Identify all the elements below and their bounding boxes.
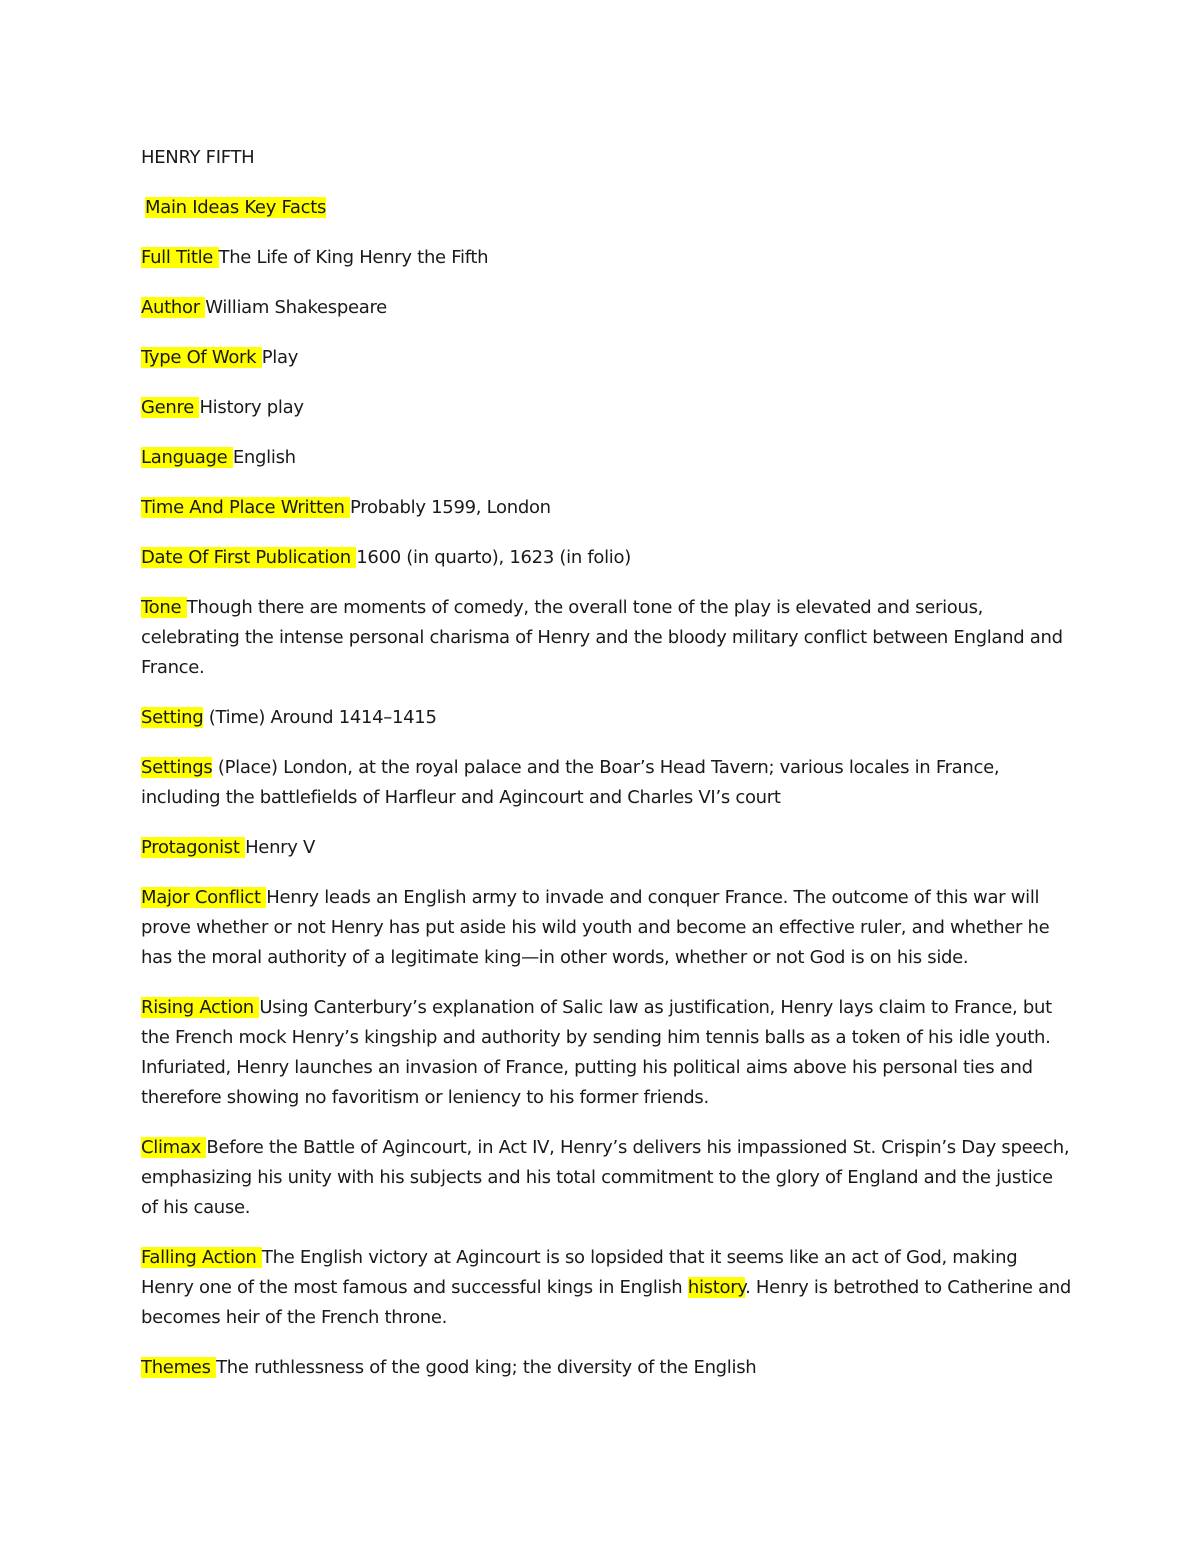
fact-text: Using Canterbury’s explanation of Salic law as justification, Henry lays claim to France, but the French mock Henry’s kingship and authority by sending him tennis balls as a token of his idle youth. Infuriated, Henry launches an invasion of France, putting his political aims above his personal ties and therefore showing no favoritism or leniency to his former friends. bbox=[141, 997, 1052, 1108]
fact-text: Henry leads an English army to invade and conquer France. The outcome of this war will prove whether or not Henry has put aside his wild youth and become an effective ruler, and whether he has the moral authority of a legitimate king—in other words, whether or not God is on his side. bbox=[141, 887, 1050, 968]
fact-text-continued: . Henry is betrothed to Catherine and becomes heir of the French throne. bbox=[141, 1277, 1071, 1328]
fact-type-of-work bbox=[141, 343, 1071, 373]
fact-text: The English victory at Agincourt is so lopsided that it seems like an act of God, making Henry one of the most famous and successful kings in English bbox=[141, 1247, 1018, 1298]
fact-text: Probably 1599, London bbox=[350, 497, 551, 518]
fact-genre bbox=[141, 393, 1071, 423]
fact-author bbox=[141, 293, 1071, 323]
fact-setting-time bbox=[141, 703, 1071, 733]
fact-text: History play bbox=[199, 397, 304, 418]
fact-label: Full Title bbox=[141, 247, 219, 268]
facts-list bbox=[141, 243, 1071, 1383]
fact-falling-action bbox=[141, 1243, 1071, 1333]
fact-protagonist bbox=[141, 833, 1071, 863]
section-subheading bbox=[141, 193, 1071, 223]
fact-climax bbox=[141, 1133, 1071, 1223]
fact-themes bbox=[141, 1353, 1071, 1383]
fact-label: Themes bbox=[141, 1357, 217, 1378]
fact-full-title bbox=[141, 243, 1071, 273]
fact-text: English bbox=[232, 447, 296, 468]
fact-label: Date Of First Publication bbox=[141, 547, 357, 568]
fact-settings-place bbox=[141, 753, 1071, 813]
fact-time-and-place bbox=[141, 493, 1071, 523]
document-title: HENRY FIFTH bbox=[141, 147, 255, 168]
fact-label: Setting bbox=[141, 707, 204, 728]
fact-text: Before the Battle of Agincourt, in Act IV, Henry’s delivers his impassioned St. Crispin’s Day speech, emphasizing his unity with his subjects and his total commitment to the glory of England and the justice of his cause. bbox=[141, 1137, 1070, 1218]
document-page bbox=[141, 143, 1071, 1403]
fact-first-publication bbox=[141, 543, 1071, 573]
fact-text: Play bbox=[261, 347, 299, 368]
fact-text: (Time) Around 1414–1415 bbox=[203, 707, 437, 728]
fact-text: The ruthlessness of the good king; the diversity of the English bbox=[216, 1357, 757, 1378]
fact-text: The Life of King Henry the Fifth bbox=[218, 247, 489, 268]
fact-text: (Place) London, at the royal palace and the Boar’s Head Tavern; various locales in France, including the battlefields of Harfleur and Agincourt and Charles VI’s court bbox=[141, 757, 1000, 808]
fact-label: Rising Action bbox=[141, 997, 260, 1018]
fact-tone bbox=[141, 593, 1071, 683]
fact-text: William Shakespeare bbox=[205, 297, 387, 318]
fact-text: 1600 (in quarto), 1623 (in folio) bbox=[356, 547, 631, 568]
fact-label: Genre bbox=[141, 397, 200, 418]
fact-label: Tone bbox=[141, 597, 187, 618]
fact-label: Type Of Work bbox=[141, 347, 262, 368]
fact-text: Though there are moments of comedy, the overall tone of the play is elevated and serious, celebrating the intense personal charisma of Henry and the bloody military conflict between England and France. bbox=[141, 597, 1063, 678]
fact-label: Time And Place Written bbox=[141, 497, 351, 518]
fact-rising-action bbox=[141, 993, 1071, 1113]
fact-major-conflict bbox=[141, 883, 1071, 973]
fact-text: Henry V bbox=[245, 837, 316, 858]
fact-label: Author bbox=[141, 297, 206, 318]
fact-label: Climax bbox=[141, 1137, 207, 1158]
fact-language bbox=[141, 443, 1071, 473]
fact-label: Language bbox=[141, 447, 233, 468]
subheading-highlight: Main Ideas Key Facts bbox=[145, 197, 327, 218]
highlighted-word: history bbox=[687, 1277, 746, 1298]
fact-label: Major Conflict bbox=[141, 887, 267, 908]
fact-label: Settings bbox=[141, 757, 213, 778]
fact-label: Protagonist bbox=[141, 837, 246, 858]
fact-label: Falling Action bbox=[141, 1247, 262, 1268]
